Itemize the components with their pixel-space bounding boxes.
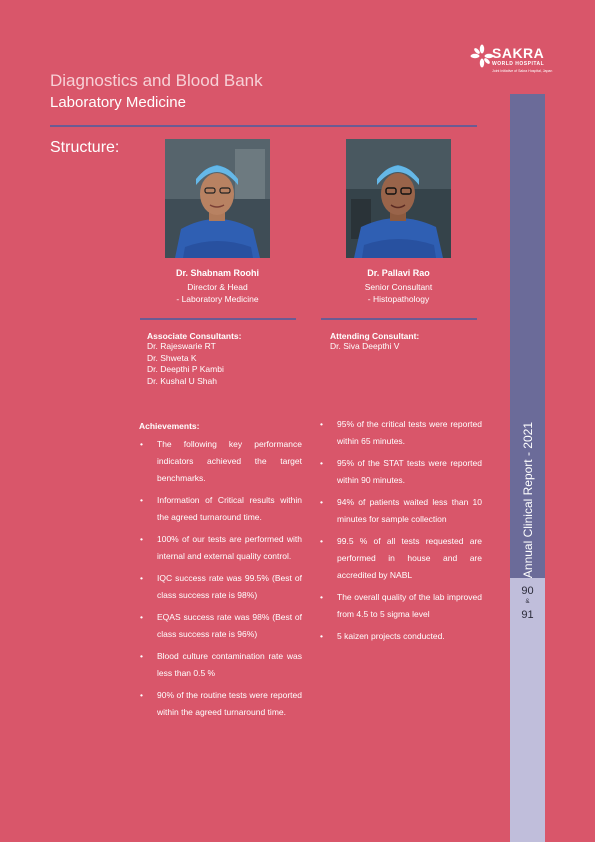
achievements-title: Achievements:	[139, 421, 200, 431]
associate-list	[147, 341, 297, 387]
achievement-item: • 94% of patients waited less than 10 minutes for sample collection	[320, 497, 482, 524]
sakra-star-icon	[470, 44, 494, 68]
attending-divider	[321, 318, 477, 320]
logo-subtitle: WORLD HOSPITAL	[492, 61, 545, 67]
subdepartment-title: Laboratory Medicine	[50, 94, 186, 111]
sidebar-title-wrap	[510, 94, 545, 578]
logo-brand: SAKRA	[492, 45, 545, 61]
doctor-card-pallavi-rao	[321, 268, 476, 305]
page-ampersand: &	[525, 599, 530, 605]
attending-title: Attending Consultant:	[330, 331, 420, 341]
achievement-item: • 5 kaizen projects conducted.	[320, 631, 445, 641]
doctor-photo-shabnam-roohi	[165, 139, 270, 258]
associate-divider	[140, 318, 296, 320]
achievement-item: • 100% of our tests are performed with internal and external quality control.	[140, 534, 302, 561]
page-number-left: 90	[521, 585, 534, 597]
achievements-list-left	[140, 436, 302, 726]
achievement-item: • Blood culture contamination rate was less than 0.5 %	[140, 651, 302, 678]
attending-consultant	[330, 331, 480, 353]
doctor-role: Director & Head	[187, 282, 248, 292]
consultant-name: Dr. Shweta K	[147, 352, 197, 363]
doctor-card-shabnam-roohi	[140, 268, 295, 305]
achievement-item: • 90% of the routine tests were reported within the agreed turnaround time.	[140, 690, 302, 717]
doctor-name: Dr. Shabnam Roohi	[175, 268, 259, 278]
achievement-item: • 95% of the critical tests were reported within 65 minutes.	[320, 419, 482, 446]
report-title: Annual Clinical Report - 2021	[520, 421, 535, 578]
doctor-department: - Histopathology	[367, 294, 430, 304]
doctor-role: Senior Consultant	[364, 282, 433, 292]
logo-tagline: Joint Initiative of Sakra Hospital, Japan	[492, 69, 553, 73]
doctor-name: Dr. Pallavi Rao	[367, 268, 430, 278]
sakra-logo	[470, 42, 553, 78]
achievement-item: • Information of Critical results within the agreed turnaround time.	[140, 495, 302, 522]
achievement-item: • The following key performance indicators achieved the target benchmarks.	[140, 439, 302, 483]
achievement-item: • IQC success rate was 99.5% (Best of class success rate is 98%)	[140, 573, 302, 600]
header-divider	[50, 125, 477, 127]
structure-label: Structure:	[50, 139, 120, 156]
achievement-item: • 99.5 % of all tests requested are performed in house and are accredited by NABL	[320, 536, 482, 580]
achievement-item: • 95% of the STAT tests were reported within 90 minutes.	[320, 458, 482, 485]
achievement-item: • The overall quality of the lab improved from 4.5 to 5 sigma level	[320, 592, 482, 619]
page-number-right: 91	[521, 609, 534, 621]
department-title: Diagnostics and Blood Bank	[50, 71, 263, 90]
doctor-photo-pallavi-rao	[346, 139, 451, 258]
attending-list	[330, 341, 480, 353]
report-sidebar	[510, 94, 545, 842]
achievement-item: • EQAS success rate was 98% (Best of class success rate is 96%)	[140, 612, 302, 639]
associate-consultants	[147, 331, 297, 387]
consultant-name: Dr. Deepthi P Kambi	[147, 364, 224, 374]
consultant-name: Dr. Siva Deepthi V	[330, 341, 400, 351]
doctor-department: - Laboratory Medicine	[176, 294, 259, 304]
associate-title: Associate Consultants:	[147, 331, 242, 341]
consultant-name: Dr. Kushal U Shah	[147, 375, 217, 386]
achievements-list-right	[320, 416, 482, 650]
consultant-name: Dr. Rajeswarie RT	[147, 341, 216, 351]
